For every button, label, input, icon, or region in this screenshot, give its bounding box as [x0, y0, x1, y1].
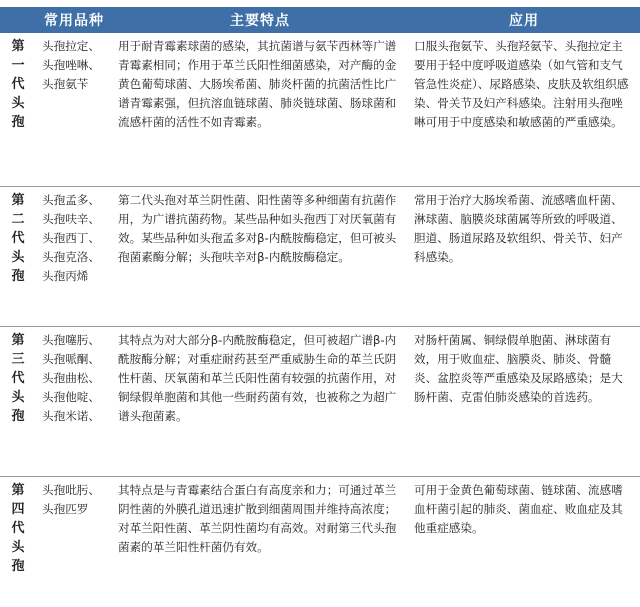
drug-name: 头孢丙烯 [42, 267, 106, 286]
drug-name: 头孢呋辛、 [42, 210, 106, 229]
generation-label [0, 33, 36, 187]
header-row [0, 7, 640, 33]
generation-char: 第 [0, 331, 36, 350]
features-cell: 其特点为对大部分β-内酰胺酶稳定，但可被超广谱β-内酰胺酶分解；对重症耐药甚至严重威胁生命的革兰氏阴性杆菌、厌氧菌和革兰氏阳性菌有较强的抗菌作用，对铜绿假单胞菌和其他一些耐药菌有效，也被称之为超广谱头孢菌素。 [112, 327, 408, 477]
generation-label [0, 327, 36, 477]
drug-name: 头孢曲松、 [42, 369, 106, 388]
generation-char: 三 [0, 350, 36, 369]
applications-cell: 对肠杆菌属、铜绿假单胞菌、淋球菌有效，用于败血症、脑膜炎、肺炎、骨髓炎、盆腔炎等严重感染及尿路感染；是大肠杆菌、克雷伯肺炎感染的首选药。 [408, 327, 640, 477]
header-generation [0, 7, 36, 33]
generation-char: 代 [0, 369, 36, 388]
cephalosporin-table [0, 7, 640, 607]
drug-name: 头孢匹罗 [42, 500, 106, 519]
drug-name: 头孢拉定、 [42, 37, 106, 56]
generation-char: 头 [0, 388, 36, 407]
table-row [0, 327, 640, 477]
table-row [0, 33, 640, 187]
drug-list [36, 33, 112, 187]
generation-char: 四 [0, 500, 36, 519]
drug-name: 头孢氨苄 [42, 75, 106, 94]
generation-char: 代 [0, 229, 36, 248]
top-strip [0, 0, 640, 7]
generation-char: 孢 [0, 557, 36, 576]
table-row [0, 187, 640, 327]
drug-list [36, 477, 112, 607]
generation-char: 头 [0, 538, 36, 557]
drug-list [36, 187, 112, 327]
generation-char: 头 [0, 248, 36, 267]
generation-char: 一 [0, 56, 36, 75]
features-cell: 其特点是与青霉素结合蛋白有高度亲和力；可通过革兰阴性菌的外膜孔道迅速扩散到细菌周围并维持高浓度；对革兰阳性菌、革兰阴性菌均有高效。对耐第三代头孢菌素的革兰阳性杆菌仍有效。 [112, 477, 408, 607]
generation-char: 二 [0, 210, 36, 229]
applications-cell: 常用于治疗大肠埃希菌、流感嗜血杆菌、淋球菌、脑膜炎球菌属等所致的呼吸道、胆道、肠道尿路及软组织、骨关节、妇产科感染。 [408, 187, 640, 327]
generation-char: 孢 [0, 267, 36, 286]
drug-name: 头孢他啶、 [42, 388, 106, 407]
generation-char: 代 [0, 75, 36, 94]
generation-label [0, 187, 36, 327]
header-applications: 应用 [408, 7, 640, 33]
drug-name: 头孢吡肟、 [42, 481, 106, 500]
table-row [0, 477, 640, 607]
generation-char: 第 [0, 481, 36, 500]
drug-name: 头孢噻肟、 [42, 331, 106, 350]
generation-label [0, 477, 36, 607]
drug-name: 头孢西丁、 [42, 229, 106, 248]
drug-name: 头孢唑啉、 [42, 56, 106, 75]
drug-name: 头孢孟多、 [42, 191, 106, 210]
generation-char: 代 [0, 519, 36, 538]
features-cell: 用于耐青霉素球菌的感染，其抗菌谱与氨苄西林等广谱青霉素相同；作用于革兰氏阳性细菌感染，对产酶的金黄色葡萄球菌、大肠埃希菌、肺炎杆菌的抗菌活性比广谱青霉素强，但抗溶血链球菌、肺炎链球菌、肠球菌和流感杆菌的活性不如青霉素。 [112, 33, 408, 187]
drug-list [36, 327, 112, 477]
drug-name: 头孢哌酮、 [42, 350, 106, 369]
generation-char: 孢 [0, 407, 36, 426]
applications-cell: 可用于金黄色葡萄球菌、链球菌、流感嗜血杆菌引起的肺炎、菌血症、败血症及其他重症感染。 [408, 477, 640, 607]
generation-char: 第 [0, 191, 36, 210]
drug-name: 头孢克洛、 [42, 248, 106, 267]
applications-cell: 口服头孢氨苄、头孢羟氨苄、头孢拉定主要用于轻中度呼吸道感染（如气管和支气管急性炎症）、尿路感染、皮肤及软组织感染、骨关节及妇产科感染。注射用头孢唑啉可用于中度感染和敏感菌的严重感染。 [408, 33, 640, 187]
generation-char: 第 [0, 37, 36, 56]
generation-char: 头 [0, 94, 36, 113]
features-cell: 第二代头孢对革兰阴性菌、阳性菌等多种细菌有抗菌作用，为广谱抗菌药物。某些品种如头孢西丁对厌氧菌有效。某些品种如头孢孟多对β-内酰胺酶稳定，但可被头孢菌素酶分解；头孢呋辛对β-内酰胺酶稳定。 [112, 187, 408, 327]
drug-name: 头孢米诺、 [42, 407, 106, 426]
generation-char: 孢 [0, 113, 36, 132]
header-main-features: 主要特点 [112, 7, 408, 33]
header-common-varieties: 常用品种 [36, 7, 112, 33]
